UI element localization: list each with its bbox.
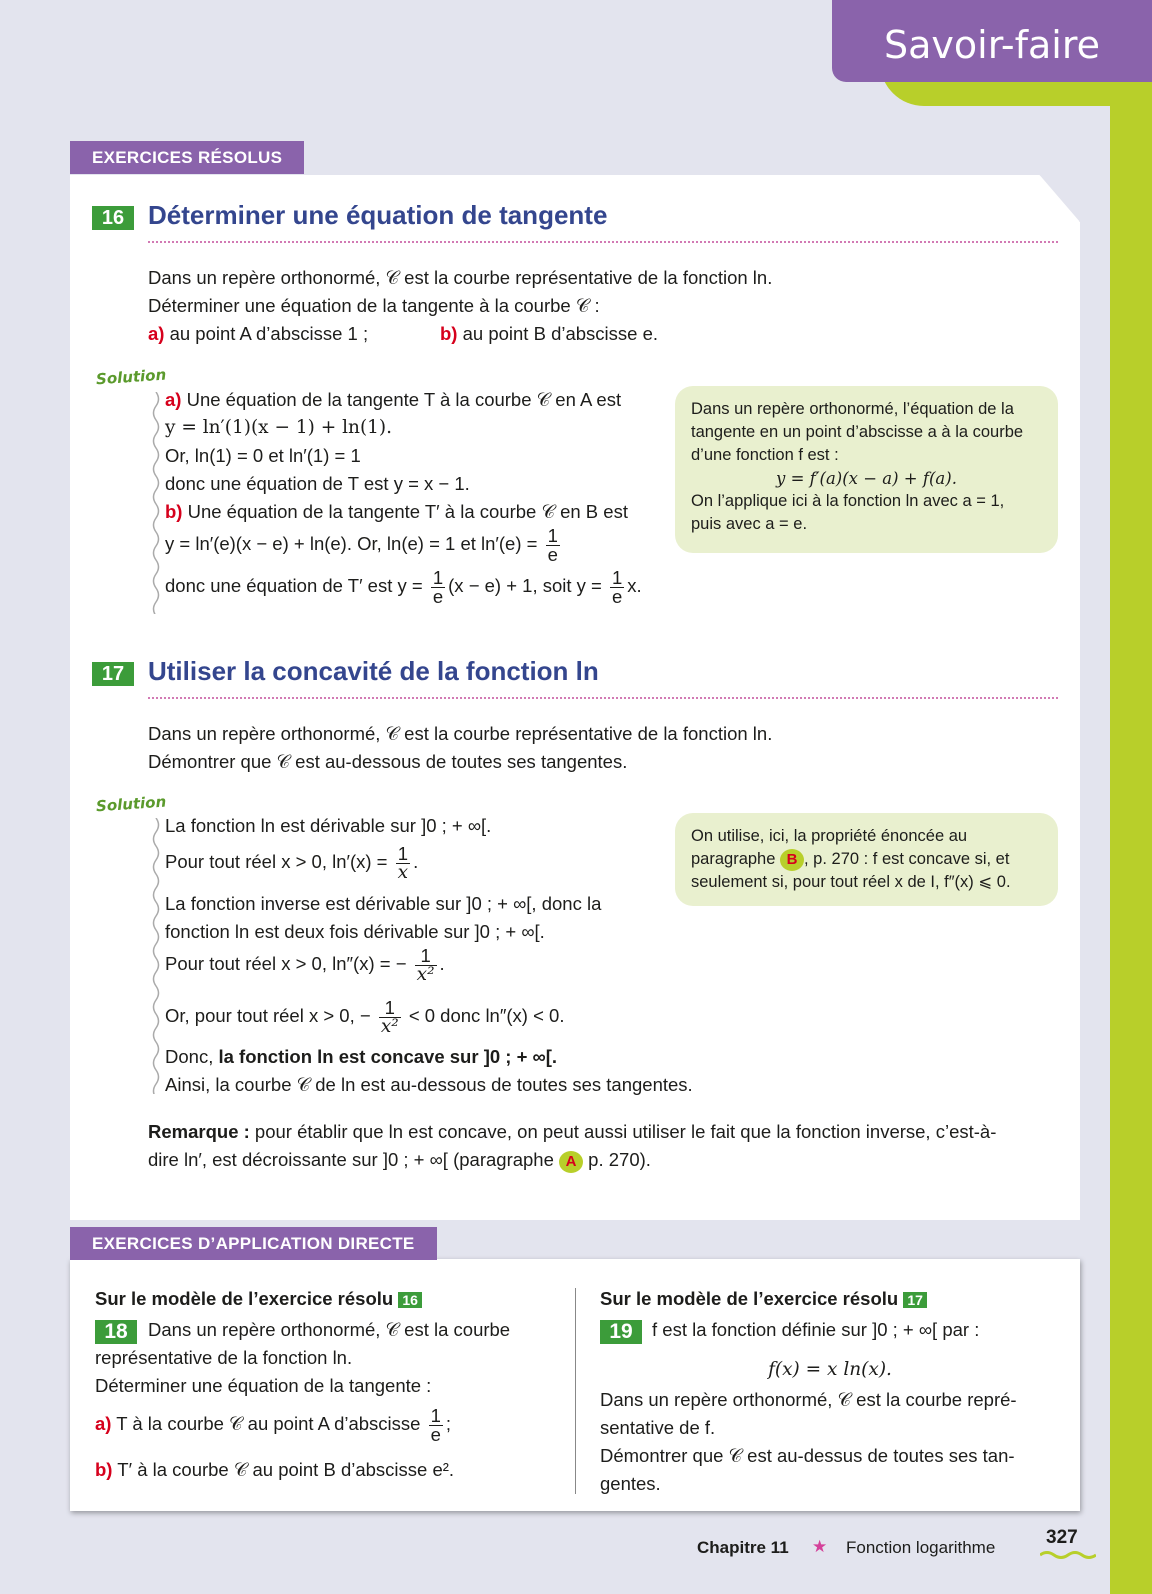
ex16-sol-line-4: donc une équation de T est y = x − 1.: [165, 473, 470, 494]
ex17-sol-line-1: La fonction ln est dérivable sur ]0 ; + ∞[.: [165, 815, 492, 836]
ex19-line-2: Dans un repère orthonormé, 𝒞 est la courbe repré-: [600, 1389, 1017, 1410]
exercise-number-19: 19: [600, 1320, 642, 1344]
exercise-17-title: Utiliser la concavité de la fonction ln: [148, 656, 599, 686]
ex19-line-1: f est la fonction définie sur ]0 ; + ∞[ par :: [652, 1319, 980, 1340]
ex17-sol-line-7: Donc, la fonction ln est concave sur ]0 ; + ∞[.: [165, 1046, 558, 1067]
ex16-part-a: a) au point A d’abscisse 1 ;: [148, 323, 369, 344]
ex18-part-b: b) T′ à la courbe 𝒞 au point B d’abscisse e².: [95, 1459, 455, 1480]
ex16-sol-line-2: y = ln′(1)(x − 1) + ln(1).: [165, 417, 393, 438]
ex17-sol-line-3: La fonction inverse est dérivable sur ]0 ; + ∞[, donc la: [165, 893, 602, 914]
page-number-underline: [1040, 1550, 1096, 1560]
ex17-sol-line-6: Or, pour tout réel x > 0, − $\frac{1}{\text{x²}}$ < 0 donc ln″(x) < 0.: [165, 996, 565, 1037]
star-icon: ★: [812, 1537, 828, 1556]
footer-chapter: Chapitre 11: [697, 1538, 789, 1557]
footer-topic: Fonction logarithme: [846, 1538, 996, 1557]
direct-section-label: EXERCICES D’APPLICATION DIRECTE: [70, 1227, 437, 1260]
method-note-17: On utilise, ici, la propriété énoncée au paragraphe B , p. 270 : f est concave si, et seulement si, pour tout réel x de I, f″(x) ⩽ 0.: [675, 813, 1058, 906]
ex16-part-b: b) au point B d’abscisse e.: [440, 323, 659, 344]
ex17-sol-line-8: Ainsi, la courbe 𝒞 de ln est au-dessous de toutes ses tangentes.: [165, 1074, 693, 1095]
ex16-sol-line-7: donc une équation de T′ est y = $\frac{1}{e}$ (x − e) + 1, soit y = $\frac{1}{e}$ x.: [165, 566, 642, 607]
ex18-part-a: a) T à la courbe 𝒞 au point A d’abscisse $\frac{1}{e}$ ;: [95, 1404, 452, 1445]
solution-wavy-bracket: [150, 392, 162, 614]
column-separator: [575, 1288, 576, 1494]
ex17-sol-line-5: Pour tout réel x > 0, ln″(x) = − $\frac{1}{\text{x²}}$ .: [165, 944, 445, 985]
exercise-number-18: 18: [95, 1320, 137, 1344]
ex16-sol-line-1: a) Une équation de la tangente T à la courbe 𝒞 en A est: [165, 389, 622, 410]
ex16-sol-line-5: b) Une équation de la tangente T′ à la courbe 𝒞 en B est: [165, 501, 628, 522]
ex18-line-2: représentative de la fonction ln.: [95, 1347, 353, 1368]
method-note-16: Dans un repère orthonormé, l’équation de la tangente en un point d’abscisse a à la courbe d’une fonction f est : y = f′(a)(x − a) + f(a). On l’applique ici à la fonction ln avec a = 1, puis avec a = e.: [675, 386, 1058, 553]
fraction-1-over-e: $\frac{1}{e}$: [432, 566, 444, 607]
left-column-heading: Sur le modèle de l’exercice résolu 16: [95, 1285, 422, 1313]
ref-badge-16: 16: [398, 1292, 422, 1308]
paragraph-badge-a: A: [559, 1151, 583, 1173]
solution-label-17: Solution: [95, 792, 167, 816]
ex17-sol-line-4: fonction ln est deux fois dérivable sur ]0 ; + ∞[.: [165, 921, 545, 942]
ex16-statement-2: Déterminer une équation de la tangente à la courbe 𝒞 :: [148, 295, 600, 316]
fraction-1-over-x2: $\frac{1}{\text{x²}}$: [416, 944, 435, 985]
page-number: 327: [1046, 1527, 1078, 1548]
resolved-section-label: EXERCICES RÉSOLUS: [70, 141, 304, 174]
fraction-1-over-e: $\frac{1}{e}$: [547, 524, 558, 565]
section-tab: Savoir-faire: [832, 0, 1152, 82]
ex19-line-3: sentative de f.: [600, 1417, 716, 1438]
exercise-number-16: 16: [92, 206, 134, 230]
ex16-sol-line-6: y = ln′(e)(x − e) + ln(e). Or, ln(e) = 1 et ln′(e) = $\frac{1}{e}$: [165, 524, 558, 565]
fraction-1-over-e: $\frac{1}{e}$: [612, 566, 623, 607]
ex17-remark: Remarque : pour établir que ln est concave, on peut aussi utiliser le fait que la fonction inverse, c’est-à- dire ln′, est décroissante sur ]0 ; + ∞[ (paragraphe A p. 270).: [148, 1118, 1058, 1174]
ex17-statement-2: Démontrer que 𝒞 est au-dessous de toutes ses tangentes.: [148, 751, 628, 772]
title-divider: [148, 241, 1058, 243]
ex17-sol-line-2: Pour tout réel x > 0, ln′(x) = $\frac{1}{x}$ .: [165, 842, 419, 883]
fraction-1-over-x: $\frac{1}{x}$: [397, 842, 409, 883]
exercise-16-title: Déterminer une équation de tangente: [148, 200, 608, 230]
ex19-line-4: Démontrer que 𝒞 est au-dessus de toutes ses tan-: [600, 1445, 1015, 1466]
fraction-1-over-x2: $\frac{1}{\text{x²}}$: [380, 996, 399, 1037]
ex17-statement-1: Dans un repère orthonormé, 𝒞 est la courbe représentative de la fonction ln.: [148, 723, 773, 744]
ex18-line-3: Déterminer une équation de la tangente :: [95, 1375, 432, 1396]
ex16-statement-1: Dans un repère orthonormé, 𝒞 est la courbe représentative de la fonction ln.: [148, 267, 773, 288]
fraction-1-over-e: $\frac{1}{e}$: [430, 1404, 441, 1445]
side-color-bar: [1110, 86, 1152, 1594]
right-column-heading: Sur le modèle de l’exercice résolu 17: [600, 1285, 927, 1313]
ref-badge-17: 17: [903, 1292, 927, 1308]
ex18-line-1: Dans un repère orthonormé, 𝒞 est la courbe: [148, 1319, 511, 1340]
solution-wavy-bracket: [150, 818, 162, 1094]
ex19-line-5: gentes.: [600, 1473, 661, 1494]
paragraph-badge-b: B: [780, 849, 804, 871]
ex19-formula: f(x) = x ln(x).: [768, 1359, 892, 1380]
title-divider: [148, 697, 1058, 699]
solution-label-16: Solution: [95, 365, 167, 389]
ex16-sol-line-3: Or, ln(1) = 0 et ln′(1) = 1: [165, 445, 361, 466]
exercise-number-17: 17: [92, 662, 134, 686]
